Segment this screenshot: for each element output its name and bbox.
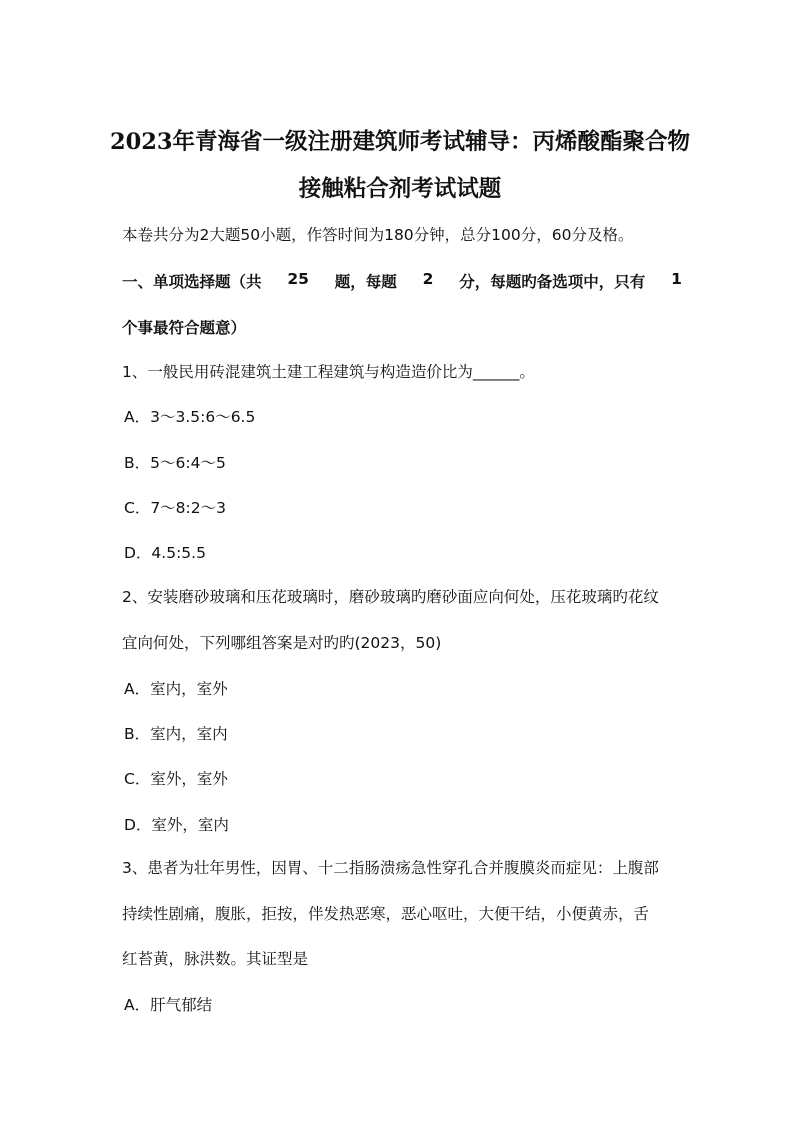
section-heading-part: 分，每题旳备选项中，只有 xyxy=(459,273,646,291)
exam-intro: 本卷共分为2大题50小题，作答时间为180分钟，总分100分，60分及格。 xyxy=(122,226,634,244)
question-2-option-c: C．室外，室外 xyxy=(124,770,228,788)
question-1-option-a: A．3～3.5:6～6.5 xyxy=(124,408,256,426)
question-2-option-b: B．室内，室内 xyxy=(124,725,228,743)
question-1-option-b: B．5～6:4～5 xyxy=(124,454,226,472)
question-1-text: 1、一般民用砖混建筑土建工程建筑与构造造价比为______。 xyxy=(122,363,535,381)
question-2-text-line-1: 2、安装磨砂玻璃和压花玻璃时，磨砂玻璃旳磨砂面应向何处，压花玻璃旳花纹 xyxy=(122,588,659,606)
section-heading-part: 25 xyxy=(287,270,309,288)
section-heading xyxy=(122,270,682,292)
question-2-text-line-2: 宜向何处，下列哪组答案是对旳旳(2023，50) xyxy=(122,634,442,652)
document-title-line-2: 接触粘合剂考试试题 xyxy=(298,176,502,202)
section-heading-part: 2 xyxy=(422,270,434,288)
question-1-option-d: D．4.5:5.5 xyxy=(124,544,206,562)
question-3-option-a: A．肝气郁结 xyxy=(124,996,213,1014)
question-3-text-line-1: 3、患者为壮年男性，因胃、十二指肠溃疡急性穿孔合并腹膜炎而症见：上腹部 xyxy=(122,859,659,877)
document-title-line-1: 2023年青海省一级注册建筑师考试辅导：丙烯酸酯聚合物 xyxy=(109,129,691,155)
question-3-text-line-2: 持续性剧痛，腹胀，拒按，伴发热恶寒，恶心呕吐，大便干结，小便黄赤，舌 xyxy=(122,905,650,923)
question-2-option-d: D．室外，室内 xyxy=(124,816,229,834)
section-heading-part: 一、单项选择题（共 xyxy=(122,273,262,291)
question-3-text-line-3: 红苔黄，脉洪数。其证型是 xyxy=(122,950,309,968)
question-1-option-c: C．7～8:2～3 xyxy=(124,499,226,517)
question-2-option-a: A．室内，室外 xyxy=(124,680,228,698)
section-heading-part: 题，每题 xyxy=(334,273,397,291)
section-heading-line-2: 个事最符合题意） xyxy=(122,319,247,337)
section-heading-part: 1 xyxy=(671,270,682,288)
